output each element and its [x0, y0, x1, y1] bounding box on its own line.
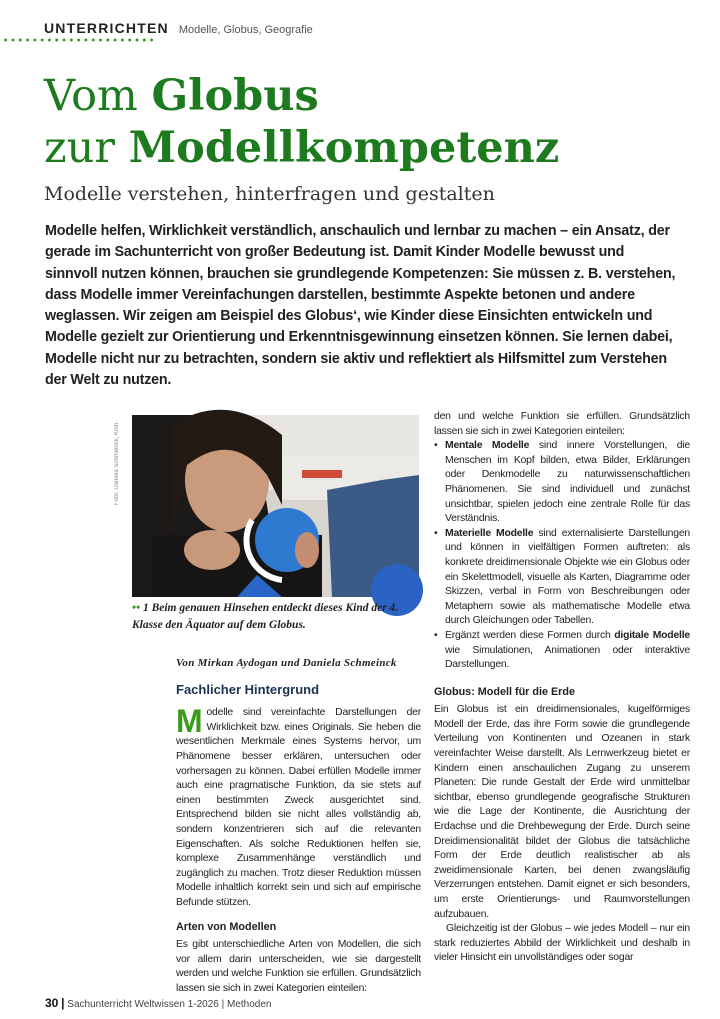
title-bold: Modellkompetenz [128, 123, 560, 173]
body-paragraph: Es gibt unterschiedliche Arten von Modellen, die sich vor allem darin unterscheiden, wie sie dargestellt werden und welche Funktion sie erfüllen. Grundsätzlich lassen sie sich in zwei Kategorien einteilen: [176, 939, 421, 994]
drop-cap: M [176, 703, 203, 740]
subsection-heading: Arten von Modellen [176, 920, 277, 933]
right-column [434, 410, 690, 966]
subtitle: Modelle verstehen, hinterfragen und gestalten [44, 183, 495, 205]
lead-text: Ergänzt werden diese Formen durch [445, 629, 615, 641]
intro-paragraph: Modelle helfen, Wirklichkeit verständlich, anschaulich und lernbar zu machen – ein Ansatz, der gerade im Sachunterricht von großer Bedeutung ist. Damit Kinder Modelle bewusst und sinnvoll nutzen können, brauchen sie grundlegende Kompetenzen: Sie müssen z. B. verstehen, dass Modelle immer Vereinfachungen darstellen, bestimmte Aspekte betonen und andere weglassen. Wir zeigen am Beispiel des Globus‘, wie Kinder diese Einsichten entwickeln und Modelle gezielt zur Orientierung und Erkenntnisgewinnung einsetzen können. Sie lernen dabei, Modelle nicht nur zu betrachten, sondern sie aktiv und reflektiert als Hilfsmittel zum Verstehen der Welt zu nutzen. [45, 223, 676, 389]
topic-tags: Modelle, Globus, Geografie [178, 24, 313, 36]
body-paragraph: Gleichzeitig ist der Globus – wie jedes Modell – nur ein stark reduziertes Abbild der Wirklichkeit und deshalb in vieler Hinsicht ein unvollständiges oder sogar [434, 923, 690, 964]
dotted-divider [2, 38, 155, 42]
footer-separator: | [61, 996, 65, 1010]
photo-credit: Foto: Daniela Schmeinck, Köln [114, 422, 120, 505]
caption-marker: •• [132, 602, 141, 614]
subsection-heading: Globus: Modell für die Erde [434, 685, 575, 698]
caption-text: 1 Beim genauen Hinsehen entdeckt dieses Kind der 4. Klasse den Äquator auf dem Globus. [132, 602, 399, 631]
model-types-list [434, 439, 690, 673]
left-column [176, 656, 421, 994]
definition: sind externalisierte Darstellungen und können in vielfältigen Formen auftreten: als konkrete dreidimensionale Objekte wie ein Globus oder ein Skelettmodell, visuelle als Karten, Diagramme oder Skizzen, verbal in Form von Beschreibungen oder Metaphern sowie als mathematische Modelle etwa durch Gleichungen oder Tabellen. [445, 527, 690, 627]
definition: sind innere Vorstellungen, die Menschen im Kopf bilden, etwa Bilder, Erklärungen oder Denkmodelle zu naturwissenschaftlichen Phänomenen. Sie sind individuell und zunächst unsichtbar, spielen jedoch eine zentrale Rolle für das Verständnis. [445, 440, 690, 525]
byline: Von Mirkan Aydogan und Daniela Schmeinck [176, 657, 397, 669]
term: digitale Modelle [614, 629, 690, 641]
list-item [434, 527, 690, 629]
body-paragraph [176, 703, 421, 910]
title-text: zur [44, 123, 129, 173]
term: Materielle Modelle [445, 527, 534, 539]
body-paragraph-continued: den und welche Funktion sie erfüllen. Grundsätzlich lassen sie sich in zwei Kategorien einteilen: [434, 411, 690, 437]
section-heading: Fachlicher Hintergrund [176, 681, 320, 697]
title-text: Vom [44, 71, 152, 121]
page-title [44, 70, 559, 174]
page-footer [45, 996, 271, 1010]
section-label: UNTERRICHTEN [44, 20, 169, 36]
photo-child-with-globe [132, 415, 419, 597]
paragraph-text: odelle sind vereinfachte Darstellungen der Wirklichkeit bzw. eines Originals. Sie heben die wesentlichen Merkmale eines Systems hervor, um Phänomene besser erklären, untersuchen oder vorhersagen zu können. Dabei erfüllen Modelle immer auch eine pragmatische Funktion, da sie stets auf einen bestimmten Zweck ausgerichtet sind. Entsprechend bilden sie nicht alles vollständig ab, sondern konzentrieren sich auf die relevanten Eigenschaften. Als solche Reduktionen helfen sie, komplexe Zusammenhänge verständlich und zugänglich zu machen. Trotz dieser Reduktion müssen Modelle inhaltlich korrekt sein und sich auf empirische Befunde stützen. [176, 707, 421, 908]
title-bold: Globus [151, 71, 319, 121]
definition: wie Simulationen, Animationen oder interaktive Darstellungen. [445, 644, 690, 671]
photo-caption [132, 600, 422, 634]
publication-info: Sachunterricht Weltwissen 1-2026 | Methoden [64, 999, 272, 1010]
page-header [44, 20, 313, 36]
body-paragraph: Ein Globus ist ein dreidimensionales, kugelförmiges Modell der Erde, das ihre Form sowie die grundlegende Verteilung von Kontinenten und Ozeanen in stark vereinfachter Weise darstellt. Als Lernwerkzeug bietet er Kindern einen anschaulichen Zugang zu unserem Planeten: Die runde Gestalt der Erde wird unmittelbar sichtbar, ebenso grundlegende geografische Strukturen wie die Lage der Kontinente, die Ausrichtung der Erdachse und die Drehbewegung der Erde. Durch seine Dreidimensionalität bildet der Globus die tatsächliche Form der Erde deutlich realistischer ab als zweidimensionale Karten, bei denen zwangsläufig Verzerrungen entstehen. Damit eignet er sich besonders, um erste Orientierungs- und Raumvorstellungen aufzubauen. [434, 704, 690, 920]
term: Mentale Modelle [445, 440, 530, 452]
list-item [434, 439, 690, 527]
list-item [434, 629, 690, 673]
page-number: 30 [45, 996, 59, 1010]
